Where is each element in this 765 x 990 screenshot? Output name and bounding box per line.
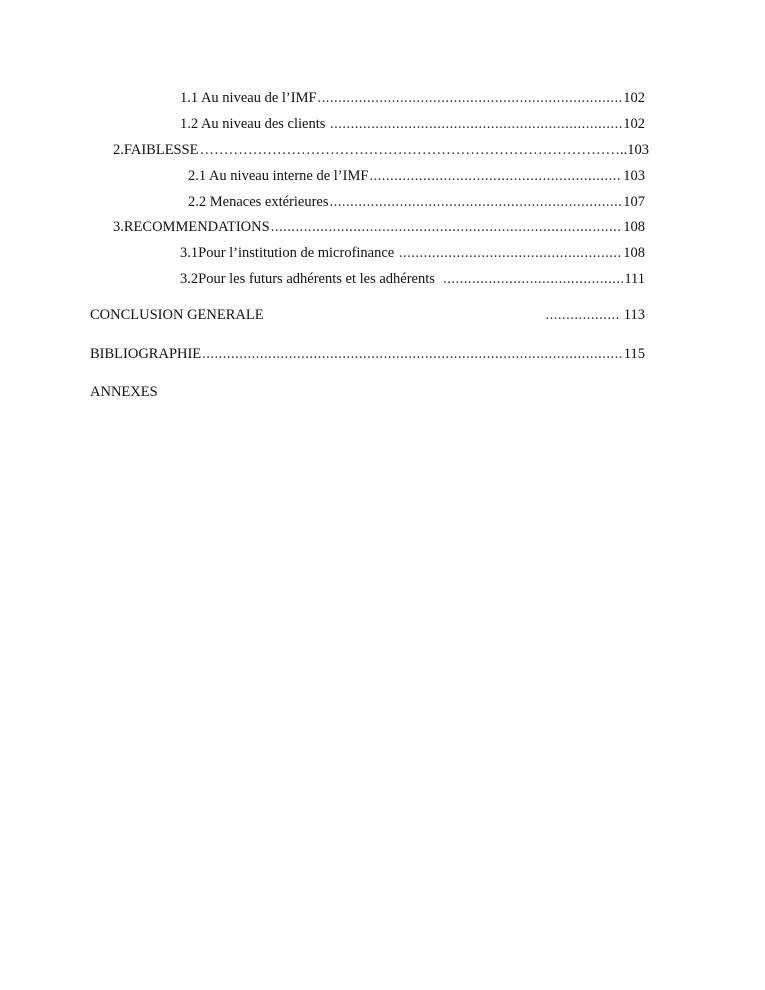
toc-entry-page: 113 <box>623 307 645 323</box>
toc-entry-conclusion[interactable] <box>90 306 645 324</box>
toc-entry-bibliographie[interactable] <box>90 345 645 363</box>
toc-entry-label: Pour l’institution de microfinance <box>198 245 398 261</box>
toc-entry-3[interactable] <box>113 218 645 236</box>
toc-entry-label: 1.1 Au niveau de l’IMF <box>180 90 317 106</box>
dot-leader <box>202 345 623 363</box>
toc-entry-number: 3.2 <box>180 271 199 287</box>
toc-entry-page: ..103 <box>620 142 649 158</box>
dot-leader <box>399 244 622 262</box>
toc-entry-1-2[interactable] <box>180 115 645 133</box>
dot-leader <box>200 141 619 159</box>
toc-entry-3-1[interactable] <box>180 244 645 262</box>
toc-entry-label: FAIBLESSE <box>123 142 199 158</box>
toc-entry-3-2[interactable] <box>180 270 645 288</box>
toc-entry-page: 107 <box>623 194 645 210</box>
toc-entry-page: 108 <box>623 219 645 235</box>
toc-entry-page: 102 <box>623 116 645 132</box>
toc-entry-page: 102 <box>623 90 645 106</box>
dot-leader: .................. <box>545 307 620 323</box>
toc-entry-label: RECOMMENDATIONS <box>123 219 270 235</box>
toc-entry-number: 3. <box>113 219 124 235</box>
toc-entry-label: 2.1 Au niveau interne de l’IMF <box>188 168 369 184</box>
toc-entry-page: 103 <box>623 168 645 184</box>
toc-entry-page: 111 <box>624 271 645 287</box>
toc-entry-2[interactable] <box>113 141 649 159</box>
toc-entry-2-1[interactable] <box>188 167 645 185</box>
toc-entry-label: ANNEXES <box>90 384 158 400</box>
toc-entry-label: CONCLUSION GENERALE <box>90 307 264 323</box>
dot-leader <box>330 115 622 133</box>
toc-entry-page: 108 <box>623 245 645 261</box>
toc-entry-1-1[interactable] <box>180 89 645 107</box>
toc-entry-page: 115 <box>623 346 645 362</box>
dot-leader <box>271 218 623 236</box>
dot-leader <box>369 167 622 185</box>
toc-entry-label: Pour les futurs adhérents et les adhérents <box>198 271 443 287</box>
toc-entry-label: BIBLIOGRAPHIE <box>90 346 202 362</box>
dot-leader <box>330 193 623 211</box>
toc-entry-2-2[interactable] <box>188 193 645 211</box>
toc-entry-annexes[interactable] <box>90 383 645 401</box>
toc-entry-number: 2. <box>113 142 124 158</box>
toc-entry-label: 1.2 Au niveau des clients <box>180 116 330 132</box>
toc-entry-label: 2.2 Menaces extérieures <box>188 194 329 210</box>
dot-leader <box>318 89 623 107</box>
toc-entry-number: 3.1 <box>180 245 199 261</box>
dot-leader <box>443 270 623 288</box>
